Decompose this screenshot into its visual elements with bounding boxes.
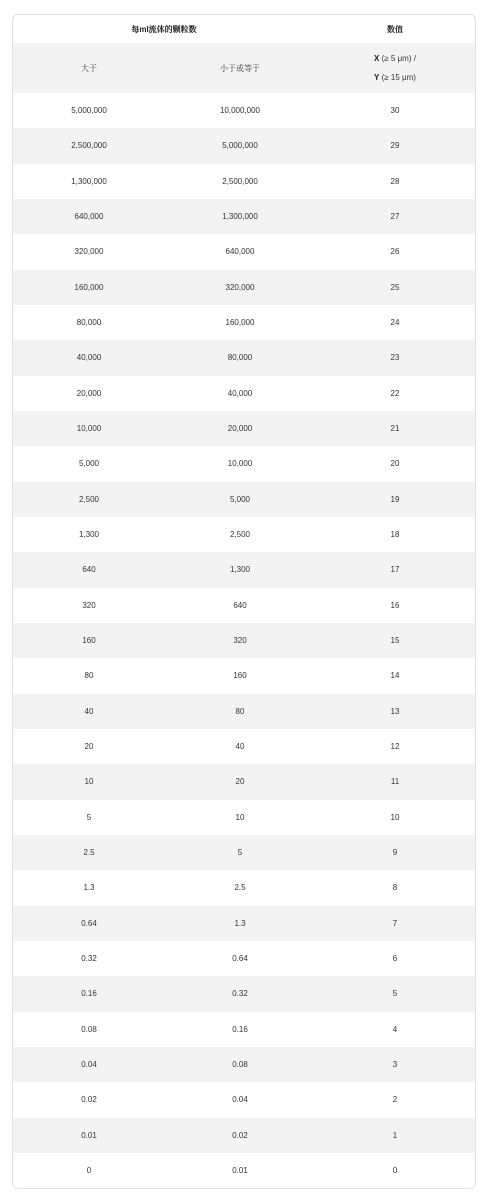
cell-more-than: 10,000 xyxy=(76,424,102,434)
table-row xyxy=(13,1118,475,1153)
cell-more-than: 0.32 xyxy=(81,954,97,964)
table-row xyxy=(13,411,475,446)
cell-up-to: 160,000 xyxy=(225,318,255,328)
cell-code: 18 xyxy=(390,530,400,540)
cell-more-than: 160 xyxy=(82,636,96,646)
cell-more-than: 0.01 xyxy=(81,1130,97,1140)
table-row xyxy=(13,552,475,587)
table-row xyxy=(13,234,475,269)
table-row xyxy=(13,376,475,411)
table-row xyxy=(13,517,475,552)
cell-more-than: 1,300 xyxy=(78,530,100,540)
cell-code: 11 xyxy=(390,777,400,787)
table-row xyxy=(13,164,475,199)
cell-more-than: 2.5 xyxy=(83,848,95,858)
code-y-range: (≥ 15 μm) xyxy=(379,73,416,82)
table-row xyxy=(13,128,475,163)
code-x-letter: X xyxy=(374,54,380,63)
up-to-column-header: 小于或等于 xyxy=(220,63,260,73)
cell-more-than: 5,000 xyxy=(78,459,100,469)
table-row xyxy=(13,658,475,693)
cell-up-to: 80 xyxy=(235,706,245,716)
cell-up-to: 5,000 xyxy=(229,494,251,504)
code-y-letter: Y xyxy=(374,73,380,82)
cell-code: 7 xyxy=(392,918,398,928)
cell-more-than: 320 xyxy=(82,600,96,610)
cell-up-to: 10,000 xyxy=(227,459,253,469)
cell-code: 19 xyxy=(390,494,400,504)
cell-code: 0 xyxy=(392,1166,398,1175)
cell-up-to: 0.32 xyxy=(232,989,248,999)
cell-code: 17 xyxy=(390,565,400,575)
table-row xyxy=(13,835,475,870)
cell-code: 1 xyxy=(392,1130,398,1140)
cell-code: 14 xyxy=(390,671,400,681)
cell-up-to: 0.02 xyxy=(232,1130,248,1140)
cell-code: 10 xyxy=(390,812,400,822)
cell-up-to: 320 xyxy=(233,636,247,646)
cell-up-to: 40 xyxy=(235,742,245,752)
cell-more-than: 320,000 xyxy=(74,247,104,257)
cell-up-to: 80,000 xyxy=(227,353,253,363)
cell-code: 3 xyxy=(392,1060,398,1070)
cell-up-to: 10 xyxy=(235,812,245,822)
cell-code: 24 xyxy=(390,318,400,328)
cell-up-to: 2,500 xyxy=(229,530,251,540)
cell-more-than: 0.64 xyxy=(81,918,97,928)
table-row xyxy=(13,199,475,234)
table-row xyxy=(13,694,475,729)
cell-code: 29 xyxy=(390,141,400,151)
table-row xyxy=(13,800,475,835)
cell-more-than: 1,300,000 xyxy=(71,176,107,186)
table-row xyxy=(13,729,475,764)
cell-more-than: 160,000 xyxy=(74,282,104,292)
cell-more-than: 0.04 xyxy=(81,1060,97,1070)
table-row xyxy=(13,446,475,481)
cell-more-than: 2,500,000 xyxy=(71,141,107,151)
table-subheader-row xyxy=(13,43,475,93)
cell-code: 15 xyxy=(390,636,400,646)
table-row xyxy=(13,93,475,128)
code-x-label xyxy=(315,49,475,68)
cell-code: 22 xyxy=(390,388,400,398)
cell-up-to: 320,000 xyxy=(225,282,255,292)
cell-code: 16 xyxy=(390,600,400,610)
cell-up-to: 0.04 xyxy=(232,1095,248,1105)
cell-up-to: 640,000 xyxy=(225,247,255,257)
cell-up-to: 0.16 xyxy=(232,1024,248,1034)
cell-code: 6 xyxy=(392,954,398,964)
cell-code: 23 xyxy=(390,353,400,363)
cell-more-than: 80 xyxy=(84,671,94,681)
cell-code: 8 xyxy=(392,883,398,893)
cell-up-to: 10,000,000 xyxy=(219,106,261,116)
cell-up-to: 1,300 xyxy=(229,565,251,575)
cell-up-to: 2.5 xyxy=(234,883,246,893)
table-row xyxy=(13,941,475,976)
table-row xyxy=(13,340,475,375)
cell-more-than: 2,500 xyxy=(78,494,100,504)
cell-code: 21 xyxy=(390,424,400,434)
cell-up-to: 5,000,000 xyxy=(222,141,258,151)
cell-more-than: 640,000 xyxy=(74,212,104,222)
table-row xyxy=(13,1153,475,1188)
code-x-range: (≥ 5 μm) / xyxy=(379,54,416,63)
cell-more-than: 20,000 xyxy=(76,388,102,398)
code-column-header xyxy=(315,49,475,87)
cell-more-than: 10 xyxy=(84,777,94,787)
cell-up-to: 2,500,000 xyxy=(222,176,258,186)
cell-up-to: 1.3 xyxy=(234,918,246,928)
table-row xyxy=(13,623,475,658)
cell-up-to: 0.01 xyxy=(232,1166,248,1175)
cell-up-to: 20,000 xyxy=(227,424,253,434)
cell-code: 4 xyxy=(392,1024,398,1034)
cell-more-than: 5 xyxy=(86,812,92,822)
cell-more-than: 20 xyxy=(84,742,94,752)
cell-up-to: 160 xyxy=(233,671,247,681)
cell-up-to: 40,000 xyxy=(227,388,253,398)
table-row xyxy=(13,1047,475,1082)
cell-code: 2 xyxy=(392,1095,398,1105)
particle-count-table xyxy=(12,14,476,1189)
particle-count-group-header: 每ml流体的颗粒数 xyxy=(131,24,197,34)
cell-code: 9 xyxy=(392,848,398,858)
cell-more-than: 0 xyxy=(86,1166,92,1175)
cell-code: 20 xyxy=(390,459,400,469)
cell-more-than: 40 xyxy=(84,706,94,716)
table-row xyxy=(13,588,475,623)
cell-code: 26 xyxy=(390,247,400,257)
cell-more-than: 0.08 xyxy=(81,1024,97,1034)
code-y-label xyxy=(315,68,475,87)
cell-more-than: 40,000 xyxy=(76,353,102,363)
cell-up-to: 640 xyxy=(233,600,247,610)
cell-code: 28 xyxy=(390,176,400,186)
cell-code: 30 xyxy=(390,106,400,116)
cell-code: 5 xyxy=(392,989,398,999)
cell-more-than: 5,000,000 xyxy=(71,106,107,116)
table-row xyxy=(13,305,475,340)
table-row xyxy=(13,482,475,517)
value-column-header: 数值 xyxy=(387,24,403,34)
cell-more-than: 80,000 xyxy=(76,318,102,328)
table-row xyxy=(13,870,475,905)
table-row xyxy=(13,1082,475,1117)
cell-up-to: 5 xyxy=(237,848,243,858)
cell-up-to: 20 xyxy=(235,777,245,787)
cell-code: 27 xyxy=(390,212,400,222)
table-header-row xyxy=(13,15,475,43)
table-row xyxy=(13,270,475,305)
cell-up-to: 0.64 xyxy=(232,954,248,964)
table-row xyxy=(13,906,475,941)
table-body xyxy=(13,93,475,1188)
table-row xyxy=(13,976,475,1011)
table-row xyxy=(13,764,475,799)
cell-code: 12 xyxy=(390,742,400,752)
cell-more-than: 0.02 xyxy=(81,1095,97,1105)
cell-up-to: 0.08 xyxy=(232,1060,248,1070)
cell-up-to: 1,300,000 xyxy=(222,212,258,222)
cell-code: 25 xyxy=(390,282,400,292)
cell-more-than: 1.3 xyxy=(83,883,95,893)
cell-more-than: 640 xyxy=(82,565,96,575)
cell-more-than: 0.16 xyxy=(81,989,97,999)
cell-code: 13 xyxy=(390,706,400,716)
table-row xyxy=(13,1012,475,1047)
more-than-column-header: 大于 xyxy=(81,63,97,73)
